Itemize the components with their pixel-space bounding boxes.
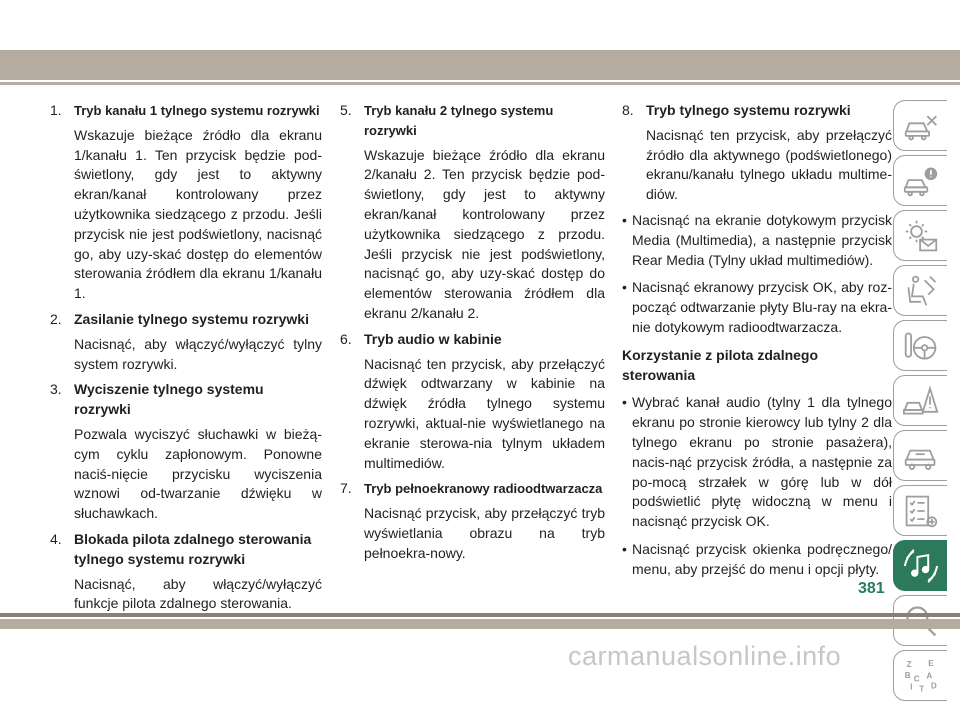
item-body: Nacisnąć ten przycisk, aby przełączyć źródło dla aktywnego (podświetlonego) ekranu/kanału tylnego układu multime-diów.: [646, 126, 892, 203]
bullet-text: Nacisnąć przycisk okienka podręcznego/ menu, aby przejść do menu i opcji płyty.: [632, 540, 892, 577]
item-title: Tryb kanału 1 tylnego systemu rozrywki: [74, 103, 320, 118]
item-number: 2.: [50, 310, 62, 327]
alphabetical-index-icon: [903, 658, 939, 694]
list-item: [340, 330, 605, 474]
item-title: Tryb tylnego systemu rozrywki: [646, 102, 851, 118]
page-number: 381: [858, 580, 885, 597]
tab-car-diagnostics[interactable]: [893, 100, 947, 151]
bullet-item: [622, 278, 892, 337]
list-item: [50, 530, 322, 614]
airbag-seat-icon: [903, 273, 939, 309]
column-middle: [340, 101, 605, 570]
column-right: [622, 101, 892, 588]
item-body: Nacisnąć, aby włączyć/wyłączyć tylny system rozrywki.: [74, 335, 322, 372]
tab-checklist[interactable]: [893, 485, 947, 536]
list-item: [622, 101, 892, 205]
item-number: 7.: [340, 480, 352, 497]
index-letter: C: [913, 673, 920, 683]
item-title: Tryb audio w kabinie: [364, 330, 502, 347]
footer-band: [0, 619, 960, 629]
item-body: Pozwala wyciszyć słuchawki w bieżą-cym cyklu zapłonowym. Ponowne naciś-nięcie przycisku wyciszenia wznowi od-twarzanie dźwięku w słuchawkach.: [74, 425, 322, 522]
item-title: Zasilanie tylnego systemu rozrywki: [74, 310, 309, 327]
tab-steering-wheel[interactable]: [893, 320, 947, 371]
warning-lights-icon: [903, 218, 939, 254]
item-number: 5.: [340, 102, 352, 118]
item-number: 8.: [622, 102, 634, 118]
item-body: Wskazuje bieżące źródło dla ekranu 2/kanału 2. Ten przycisk będzie pod-świetlony, gdy jest to aktywny ekran/kanał kontrolowany przez użytkownika siedzącego z przodu. Jeśli przycisk nie jest podświetlony, nacisnąć go, aby uzy-skać dostęp do elementów sterowania źródłem dla ekranu 2/kanału 2.: [364, 146, 605, 321]
bullet-dot: •: [622, 279, 627, 296]
bullet-dot: •: [622, 540, 627, 557]
car-info-icon: [903, 163, 939, 199]
list-item: [340, 101, 605, 324]
item-body: Wskazuje bieżące źródło dla ekranu 1/kanału 1. Ten przycisk będzie pod-świetlony, gdy jest to aktywny ekran/kanał kontrolowany przez użytkownika siedzącego z przodu. Jeśli przycisk nie jest podświetlony, nacisnąć go, aby uzy-skać dostęp do elementów sterowania źródłem dla ekranu 1/kanału 1.: [74, 126, 322, 302]
item-title: Tryb pełnoekranowy radioodtwarzacza: [364, 481, 603, 497]
header-line: [0, 82, 960, 85]
tab-car-info[interactable]: [893, 155, 947, 206]
item-number: 3.: [50, 381, 62, 398]
item-number: 4.: [50, 530, 62, 547]
item-body: Nacisnąć ten przycisk, aby przełączyć dźwięk odtwarzany w kabinie na dźwięk źródła tylnego systemu rozrywki, aktual-nie wyświetlanego na ekranie sterowa-nia tylnym układem multimediów.: [364, 355, 605, 471]
index-letter: A: [925, 671, 932, 681]
car-diagnostics-icon: [903, 108, 939, 144]
tab-service-car[interactable]: [893, 430, 947, 481]
tab-roadside-warning[interactable]: [893, 375, 947, 426]
list-item: [50, 380, 322, 524]
list-item: [340, 479, 605, 563]
item-body: Nacisnąć przycisk, aby przełączyć tryb wyświetlania obrazu na tryb pełnoekra-nowy.: [364, 505, 605, 561]
bullet-item: [622, 540, 892, 580]
item-title: Tryb kanału 2 tylnego systemu rozrywki: [364, 103, 554, 138]
index-letter: I: [909, 682, 912, 691]
roadside-warning-icon: [903, 383, 939, 419]
watermark: carmanualsonline.info: [568, 641, 842, 671]
tab-airbag-seat[interactable]: [893, 265, 947, 316]
item-title: Blokada pilota zdalnego sterowania tylnego systemu rozrywki: [74, 530, 312, 567]
tab-alphabetical-index[interactable]: [893, 650, 947, 701]
item-title: Wyciszenie tylnego systemu rozrywki: [74, 381, 264, 418]
bullet-dot: •: [622, 211, 627, 228]
item-number: 6.: [340, 330, 352, 347]
steering-wheel-icon: [903, 328, 939, 364]
index-letter: T: [918, 683, 924, 693]
index-letter: D: [930, 681, 937, 691]
footer-line: [0, 613, 960, 617]
bullet-item: [622, 211, 892, 270]
section-heading: Korzystanie z pilota zdalnego sterowania: [622, 346, 819, 383]
bullet-text: Nacisnąć na ekranie dotykowym przycisk Media (Multimedia), a następnie przycisk Rear Media (Tylny układ multimediów).: [632, 211, 892, 268]
multimedia-icon: [903, 548, 939, 584]
index-letter: B: [904, 670, 911, 680]
checklist-icon: [903, 493, 939, 529]
bullet-text: Wybrać kanał audio (tylny 1 dla tylnego ekranu po stronie kierowcy lub tylny 2 dla tylnego ekranu po stronie pasażera), nacis-nąć przycisk źródła, a następnie za po-mocą strzałek w górę lub w dół podświetlić płytę widoczną w menu i nacisnąć przycisk OK.: [632, 394, 892, 530]
item-body: Nacisnąć, aby włączyć/wyłączyć funkcje pilota zdalnego sterowania.: [74, 575, 322, 612]
bullet-item: [622, 393, 892, 532]
list-item: [50, 101, 322, 304]
tab-multimedia[interactable]: [893, 540, 947, 591]
index-letter: Z: [906, 659, 912, 669]
list-item: [50, 310, 322, 374]
bullet-dot: •: [622, 394, 627, 411]
item-number: 1.: [50, 102, 62, 118]
index-letter: E: [927, 658, 934, 668]
service-car-icon: [903, 438, 939, 474]
header-band: [0, 50, 960, 80]
bullet-text: Nacisnąć ekranowy przycisk OK, aby roz-począć odtwarzanie płyty Blu-ray na ekra-nie dotykowym radioodtwarzacza.: [632, 279, 892, 335]
column-left: [50, 101, 322, 620]
tab-warning-lights[interactable]: [893, 210, 947, 261]
